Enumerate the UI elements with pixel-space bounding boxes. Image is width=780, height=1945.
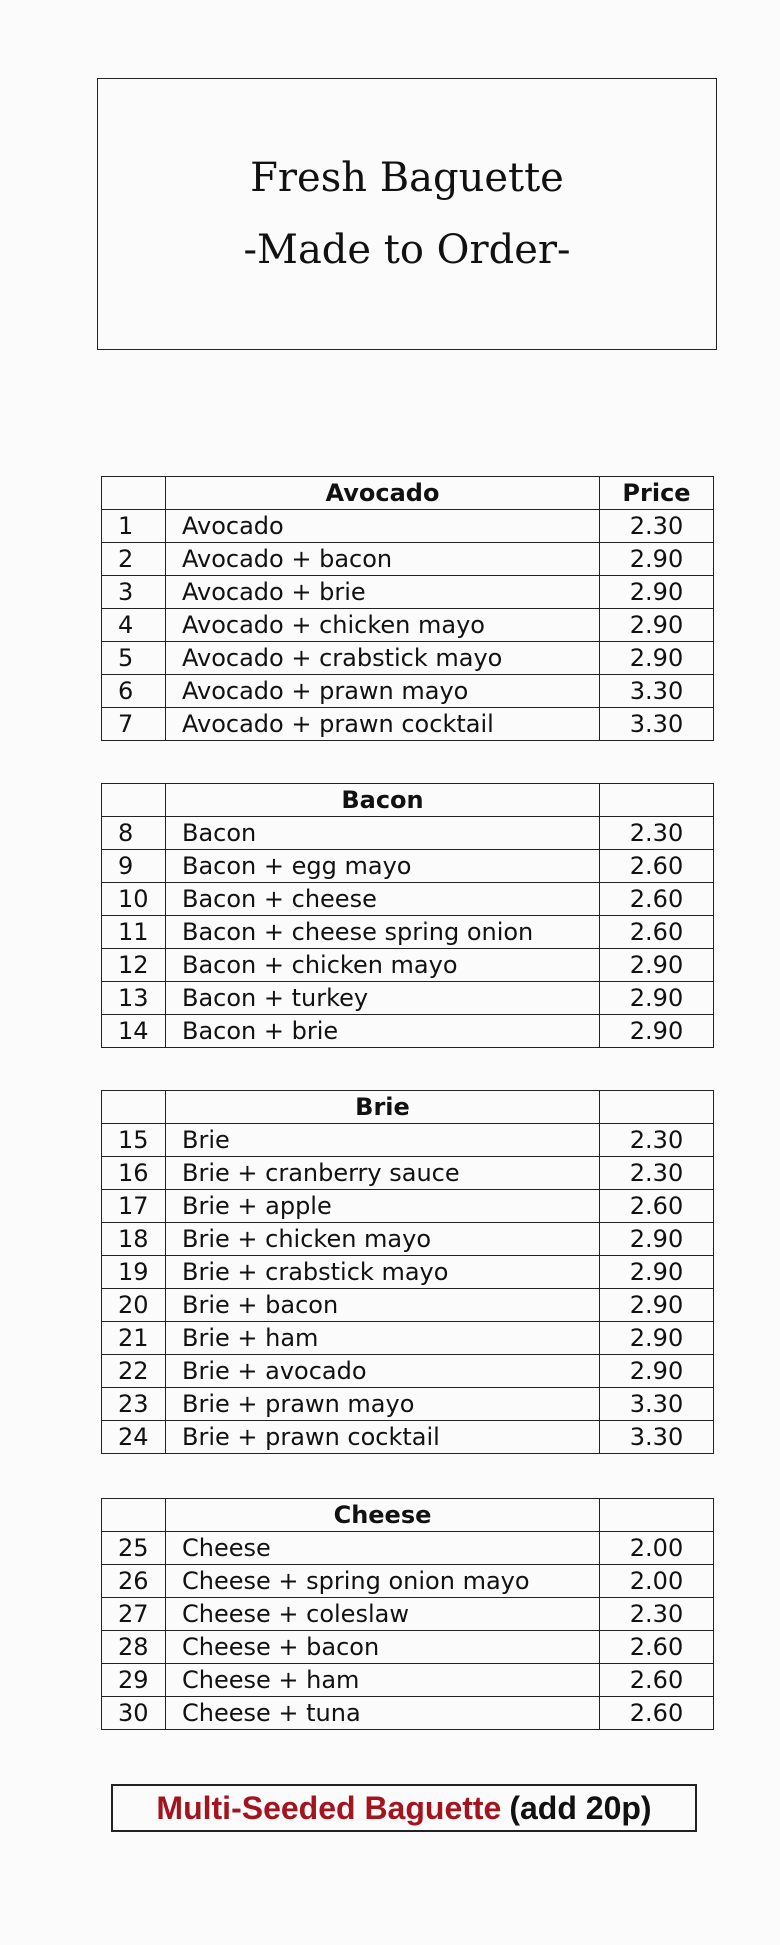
item-name: Cheese + bacon [166,1631,600,1664]
item-price: 2.90 [600,1223,714,1256]
item-name: Bacon [166,817,600,850]
menu-table-bacon [101,783,714,1048]
item-name: Bacon + egg mayo [166,850,600,883]
multi-seeded-note [111,1784,697,1832]
item-name: Cheese + coleslaw [166,1598,600,1631]
item-price: 3.30 [600,1388,714,1421]
item-price: 2.90 [600,949,714,982]
item-number: 12 [102,949,166,982]
item-price: 2.60 [600,1664,714,1697]
item-number: 5 [102,642,166,675]
item-number: 24 [102,1421,166,1454]
item-number: 22 [102,1355,166,1388]
item-number: 11 [102,916,166,949]
item-price: 2.90 [600,1256,714,1289]
item-number: 21 [102,1322,166,1355]
menu-table-avocado [101,476,714,741]
item-price: 3.30 [600,675,714,708]
item-price: 2.90 [600,982,714,1015]
item-price: 2.90 [600,642,714,675]
table-row [102,510,714,543]
menu-table-cheese [101,1498,714,1730]
table-row [102,1015,714,1048]
item-number: 9 [102,850,166,883]
table-row [102,1388,714,1421]
title-box [97,78,717,350]
table-row [102,1598,714,1631]
table-row [102,609,714,642]
item-price: 2.30 [600,1598,714,1631]
item-number: 27 [102,1598,166,1631]
table-row [102,1421,714,1454]
item-number: 8 [102,817,166,850]
table-row [102,1565,714,1598]
item-number: 14 [102,1015,166,1048]
item-price: 2.90 [600,1289,714,1322]
item-name: Bacon + cheese spring onion [166,916,600,949]
table-row [102,1355,714,1388]
section-title: Avocado [166,477,600,510]
item-number: 1 [102,510,166,543]
header-num-cell [102,1499,166,1532]
table-header-row [102,1499,714,1532]
item-number: 16 [102,1157,166,1190]
item-price: 2.60 [600,1697,714,1730]
item-name: Avocado + bacon [166,543,600,576]
table-row [102,642,714,675]
table-row [102,850,714,883]
item-price: 2.60 [600,1190,714,1223]
item-name: Bacon + cheese [166,883,600,916]
table-row [102,1223,714,1256]
table-row [102,916,714,949]
multi-seeded-surcharge: (add 20p) [509,1789,652,1826]
item-number: 15 [102,1124,166,1157]
table-row [102,1532,714,1565]
price-header [600,784,714,817]
item-price: 2.00 [600,1565,714,1598]
item-price: 2.90 [600,609,714,642]
table-row [102,1124,714,1157]
item-number: 25 [102,1532,166,1565]
item-number: 19 [102,1256,166,1289]
table-row [102,543,714,576]
item-name: Avocado + brie [166,576,600,609]
header-num-cell [102,1091,166,1124]
table-row [102,1697,714,1730]
item-price: 3.30 [600,1421,714,1454]
price-header: Price [600,477,714,510]
item-name: Brie + cranberry sauce [166,1157,600,1190]
item-name: Brie + bacon [166,1289,600,1322]
item-price: 2.90 [600,1355,714,1388]
item-name: Bacon + turkey [166,982,600,1015]
item-price: 2.90 [600,576,714,609]
menu-table-brie [101,1090,714,1454]
item-name: Brie + ham [166,1322,600,1355]
menu-subtitle: -Made to Order- [243,227,571,273]
item-name: Brie + crabstick mayo [166,1256,600,1289]
table-row [102,675,714,708]
item-price: 2.30 [600,817,714,850]
section-title: Brie [166,1091,600,1124]
section-title: Bacon [166,784,600,817]
section-title: Cheese [166,1499,600,1532]
table-row [102,817,714,850]
item-name: Cheese [166,1532,600,1565]
item-name: Cheese + ham [166,1664,600,1697]
item-number: 26 [102,1565,166,1598]
item-price: 2.30 [600,1124,714,1157]
item-name: Cheese + spring onion mayo [166,1565,600,1598]
item-number: 10 [102,883,166,916]
multi-seeded-label: Multi-Seeded Baguette [156,1789,502,1826]
item-name: Brie + prawn cocktail [166,1421,600,1454]
item-price: 2.30 [600,1157,714,1190]
table-header-row [102,784,714,817]
table-header-row [102,1091,714,1124]
item-name: Avocado + prawn mayo [166,675,600,708]
item-number: 17 [102,1190,166,1223]
item-number: 3 [102,576,166,609]
item-name: Avocado + prawn cocktail [166,708,600,741]
item-name: Bacon + chicken mayo [166,949,600,982]
item-number: 6 [102,675,166,708]
item-price: 3.30 [600,708,714,741]
item-price: 2.90 [600,1322,714,1355]
item-price: 2.90 [600,1015,714,1048]
item-name: Brie [166,1124,600,1157]
item-number: 18 [102,1223,166,1256]
table-row [102,949,714,982]
table-row [102,982,714,1015]
item-price: 2.30 [600,510,714,543]
table-row [102,1190,714,1223]
price-header [600,1091,714,1124]
item-price: 2.60 [600,916,714,949]
item-name: Brie + avocado [166,1355,600,1388]
item-price: 2.00 [600,1532,714,1565]
table-row [102,708,714,741]
price-header [600,1499,714,1532]
item-number: 13 [102,982,166,1015]
item-name: Brie + chicken mayo [166,1223,600,1256]
item-name: Bacon + brie [166,1015,600,1048]
item-number: 4 [102,609,166,642]
item-name: Brie + prawn mayo [166,1388,600,1421]
item-name: Cheese + tuna [166,1697,600,1730]
table-row [102,1157,714,1190]
table-header-row [102,477,714,510]
item-number: 23 [102,1388,166,1421]
item-name: Brie + apple [166,1190,600,1223]
item-price: 2.90 [600,543,714,576]
item-name: Avocado + chicken mayo [166,609,600,642]
item-price: 2.60 [600,1631,714,1664]
table-row [102,1631,714,1664]
item-number: 2 [102,543,166,576]
item-name: Avocado + crabstick mayo [166,642,600,675]
item-number: 29 [102,1664,166,1697]
header-num-cell [102,477,166,510]
table-row [102,883,714,916]
item-name: Avocado [166,510,600,543]
table-row [102,1664,714,1697]
table-row [102,576,714,609]
item-number: 20 [102,1289,166,1322]
item-number: 28 [102,1631,166,1664]
table-row [102,1289,714,1322]
header-num-cell [102,784,166,817]
item-price: 2.60 [600,883,714,916]
menu-title: Fresh Baguette [250,155,564,201]
item-price: 2.60 [600,850,714,883]
item-number: 7 [102,708,166,741]
table-row [102,1322,714,1355]
table-row [102,1256,714,1289]
item-number: 30 [102,1697,166,1730]
